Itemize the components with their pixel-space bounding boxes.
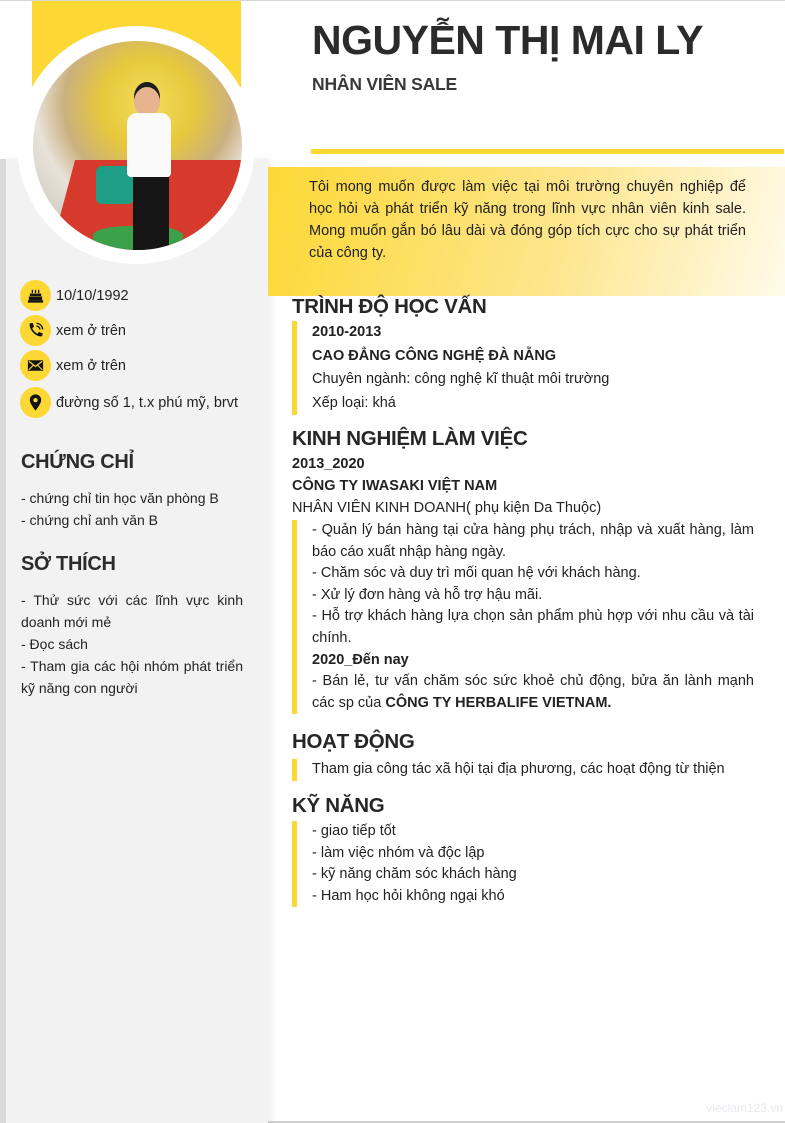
experience-role: NHÂN VIÊN KINH DOANH( phụ kiện Da Thuộc): [292, 500, 602, 516]
education-period: 2010-2013: [312, 324, 382, 340]
hobby-item: - Thử sức với các lĩnh vực kinh doanh mới mẻ: [21, 592, 243, 630]
herbalife-company: CÔNG TY HERBALIFE VIETNAM.: [385, 694, 612, 711]
certificates-title: CHỨNG CHỈ: [21, 451, 134, 473]
duty-item: - Xử lý đơn hàng và hỗ trợ hậu mãi.: [312, 586, 543, 603]
education-title: TRÌNH ĐỘ HỌC VẤN: [292, 295, 487, 318]
activities-title: HOẠT ĐỘNG: [292, 730, 415, 753]
experience-period: 2013_2020: [292, 456, 365, 472]
skill-item: - làm việc nhóm và độc lập: [312, 844, 485, 861]
career-objective-text: Tôi mong muốn được làm việc tại môi trường chuyên nghiệp để học hỏi và phát triển kỹ năng trong lĩnh vực nhân viên kinh sale. Mong muốn gắn bó lâu dài và đóng góp tích cực cho sự phát triển của công ty.: [309, 179, 746, 261]
experience-period-2: 2020_Đến nay: [312, 651, 409, 668]
contact-email: [20, 350, 260, 381]
activities-text: Tham gia công tác xã hội tại địa phương, các hoạt động từ thiện: [312, 761, 725, 777]
birthday-cake-icon: [20, 280, 51, 311]
location-pin-icon: [20, 387, 51, 418]
phone-value: xem ở trên: [56, 322, 126, 339]
skills-title: KỸ NĂNG: [292, 794, 385, 817]
career-objective: [268, 167, 785, 296]
hobbies-list: [21, 589, 243, 699]
education-block: [292, 321, 609, 415]
experience-duties: [292, 520, 754, 714]
skills-block: [292, 821, 517, 907]
header-divider: [311, 149, 784, 154]
avatar: [33, 41, 242, 250]
candidate-name: NGUYỄN THỊ MAI LY: [312, 17, 703, 63]
contact-phone: [20, 315, 260, 346]
candidate-position: NHÂN VIÊN SALE: [312, 74, 457, 94]
skill-item: - kỹ năng chăm sóc khách hàng: [312, 866, 517, 883]
duty-item: - Chăm sóc và duy trì mối quan hệ với khách hàng.: [312, 565, 641, 582]
experience-company: CÔNG TY IWASAKI VIỆT NAM: [292, 478, 498, 494]
phone-icon: [20, 315, 51, 346]
duty-item: - Hỗ trợ khách hàng lựa chọn sản phẩm phù hợp với nhu cầu và tài chính.: [312, 608, 754, 646]
address-value: đường số 1, t.x phú mỹ, brvt: [56, 394, 239, 411]
contact-address: [20, 387, 260, 418]
hobbies-title: SỞ THÍCH: [21, 553, 116, 575]
hobby-item: - Tham gia các hội nhóm phát triển kỹ năng con người: [21, 658, 243, 696]
education-major: Chuyên ngành: công nghệ kĩ thuật môi trường: [312, 371, 610, 387]
education-school: CAO ĐẲNG CÔNG NGHỆ ĐÀ NẴNG: [312, 348, 557, 364]
watermark: vieclam123.vn: [706, 1101, 783, 1115]
email-icon: [20, 350, 51, 381]
experience-title: KINH NGHIỆM LÀM VIỆC: [292, 427, 528, 450]
skill-item: - giao tiếp tốt: [312, 823, 396, 839]
activities-block: [292, 759, 725, 781]
certificate-item: - chứng chỉ anh văn B: [21, 512, 159, 528]
certificates-list: [21, 487, 243, 531]
certificate-item: - chứng chỉ tin học văn phòng B: [21, 490, 219, 506]
contact-birthday: [20, 280, 260, 311]
skill-item: - Ham học hỏi không ngại khó: [312, 887, 505, 904]
duty-item: - Quản lý bán hàng tại cửa hàng phụ trách, nhập và xuất hàng, làm báo cáo xuất nhập hàng ngày.: [312, 522, 754, 560]
education-grade: Xếp loại: khá: [312, 395, 396, 411]
birthday-value: 10/10/1992: [56, 287, 129, 304]
duty-item-2: - Bán lẻ, tư vấn chăm sóc sức khoẻ chủ động, bửa ăn lành mạnh các sp của CÔNG TY HERBALIFE VIETNAM.: [312, 673, 754, 711]
hobby-item: - Đọc sách: [21, 636, 88, 652]
email-value: xem ở trên: [56, 357, 126, 374]
